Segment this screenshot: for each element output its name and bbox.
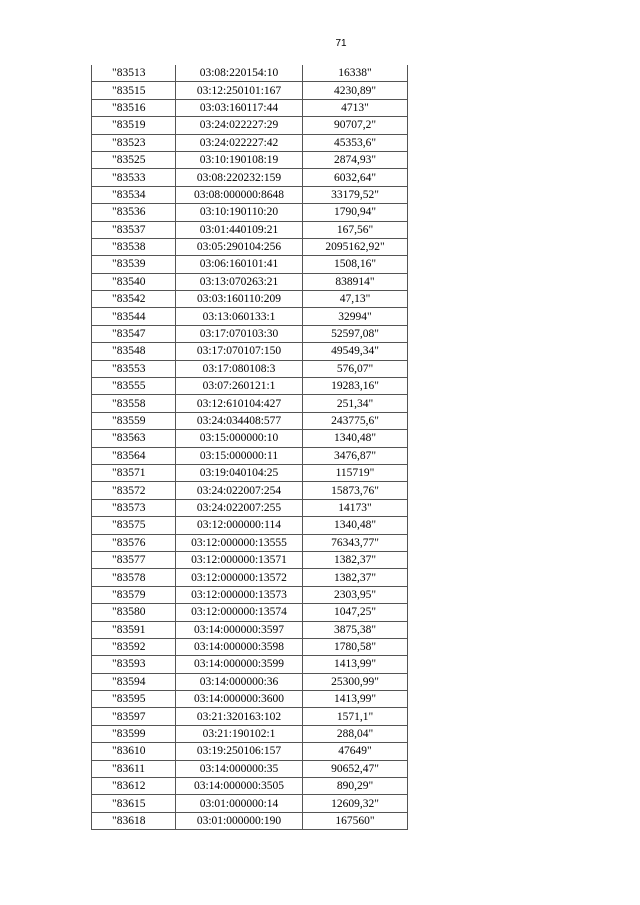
record-number-cell: "83580 [92, 604, 176, 621]
cadastral-number-cell: 03:07:260121:1 [176, 378, 303, 395]
value-cell: 15873,76" [303, 482, 408, 499]
value-cell: 32994" [303, 308, 408, 325]
table-row [92, 378, 408, 395]
value-cell: 167560" [303, 812, 408, 829]
table-row [92, 482, 408, 499]
table-row [92, 464, 408, 481]
table-row [92, 551, 408, 568]
cadastral-number-cell: 03:12:000000:13571 [176, 551, 303, 568]
cadastral-number-cell: 03:24:034408:577 [176, 412, 303, 429]
table-row [92, 691, 408, 708]
record-number-cell: "83611 [92, 760, 176, 777]
value-cell: 3476,87" [303, 447, 408, 464]
value-cell: 1047,25" [303, 604, 408, 621]
value-cell: 12609,32" [303, 795, 408, 812]
table-row [92, 65, 408, 82]
record-number-cell: "83612 [92, 778, 176, 795]
cadastral-number-cell: 03:14:000000:35 [176, 760, 303, 777]
cadastral-number-cell: 03:14:000000:3505 [176, 778, 303, 795]
value-cell: 3875,38" [303, 621, 408, 638]
value-cell: 251,34" [303, 395, 408, 412]
record-number-cell: "83523 [92, 134, 176, 151]
cadastral-number-cell: 03:15:000000:10 [176, 430, 303, 447]
value-cell: 1382,37" [303, 569, 408, 586]
cadastral-number-cell: 03:03:160117:44 [176, 99, 303, 116]
value-cell: 14173" [303, 499, 408, 516]
value-cell: 1382,37" [303, 551, 408, 568]
value-cell: 19283,16" [303, 378, 408, 395]
cadastral-number-cell: 03:24:022007:255 [176, 499, 303, 516]
table-row [92, 708, 408, 725]
cadastral-number-cell: 03:10:190110:20 [176, 204, 303, 221]
table-row [92, 117, 408, 134]
cadastral-number-cell: 03:10:190108:19 [176, 151, 303, 168]
cadastral-number-cell: 03:14:000000:3598 [176, 638, 303, 655]
table-row [92, 499, 408, 516]
cadastral-number-cell: 03:12:000000:13573 [176, 586, 303, 603]
cadastral-number-cell: 03:14:000000:3599 [176, 656, 303, 673]
cadastral-number-cell: 03:21:190102:1 [176, 725, 303, 742]
record-number-cell: "83597 [92, 708, 176, 725]
value-cell: 1340,48" [303, 430, 408, 447]
table-row [92, 238, 408, 255]
cadastral-number-cell: 03:17:070107:150 [176, 343, 303, 360]
cadastral-number-cell: 03:14:000000:3597 [176, 621, 303, 638]
table-row [92, 812, 408, 829]
record-number-cell: "83572 [92, 482, 176, 499]
cadastral-number-cell: 03:12:610104:427 [176, 395, 303, 412]
value-cell: 4713" [303, 99, 408, 116]
record-number-cell: "83599 [92, 725, 176, 742]
table-row [92, 395, 408, 412]
record-number-cell: "83564 [92, 447, 176, 464]
record-number-cell: "83578 [92, 569, 176, 586]
value-cell: 1790,94" [303, 204, 408, 221]
value-cell: 1413,99" [303, 656, 408, 673]
record-number-cell: "83540 [92, 273, 176, 290]
value-cell: 33179,52" [303, 186, 408, 203]
value-cell: 1571,1" [303, 708, 408, 725]
value-cell: 838914" [303, 273, 408, 290]
value-cell: 2095162,92" [303, 238, 408, 255]
record-number-cell: "83515 [92, 82, 176, 99]
value-cell: 1413,99" [303, 691, 408, 708]
table-row [92, 204, 408, 221]
record-number-cell: "83513 [92, 65, 176, 82]
cadastral-number-cell: 03:01:440109:21 [176, 221, 303, 238]
cadastral-number-cell: 03:12:000000:13572 [176, 569, 303, 586]
cadastral-number-cell: 03:15:000000:11 [176, 447, 303, 464]
table-row [92, 151, 408, 168]
table-row [92, 743, 408, 760]
record-number-cell: "83579 [92, 586, 176, 603]
cadastral-number-cell: 03:17:080108:3 [176, 360, 303, 377]
record-number-cell: "83558 [92, 395, 176, 412]
record-number-cell: "83544 [92, 308, 176, 325]
value-cell: 1340,48" [303, 517, 408, 534]
table-row [92, 517, 408, 534]
value-cell: 47,13" [303, 291, 408, 308]
value-cell: 76343,77" [303, 534, 408, 551]
table-row [92, 569, 408, 586]
record-number-cell: "83548 [92, 343, 176, 360]
cadastral-number-cell: 03:24:022227:42 [176, 134, 303, 151]
cadastral-number-cell: 03:01:000000:14 [176, 795, 303, 812]
record-number-cell: "83519 [92, 117, 176, 134]
record-number-cell: "83594 [92, 673, 176, 690]
value-cell: 47649" [303, 743, 408, 760]
cadastral-number-cell: 03:12:000000:13555 [176, 534, 303, 551]
record-number-cell: "83615 [92, 795, 176, 812]
table-row [92, 604, 408, 621]
record-number-cell: "83577 [92, 551, 176, 568]
value-cell: 576,07" [303, 360, 408, 377]
record-number-cell: "83539 [92, 256, 176, 273]
record-number-cell: "83555 [92, 378, 176, 395]
cadastral-number-cell: 03:08:220232:159 [176, 169, 303, 186]
record-number-cell: "83618 [92, 812, 176, 829]
value-cell: 2303,95" [303, 586, 408, 603]
cadastral-number-cell: 03:19:040104:25 [176, 464, 303, 481]
table-row [92, 621, 408, 638]
table-row [92, 82, 408, 99]
table-row [92, 534, 408, 551]
value-cell: 90652,47" [303, 760, 408, 777]
cadastral-number-cell: 03:12:000000:114 [176, 517, 303, 534]
table-row [92, 99, 408, 116]
record-number-cell: "83538 [92, 238, 176, 255]
cadastral-number-cell: 03:14:000000:36 [176, 673, 303, 690]
table-row [92, 256, 408, 273]
table-row [92, 673, 408, 690]
value-cell: 890,29" [303, 778, 408, 795]
record-number-cell: "83559 [92, 412, 176, 429]
value-cell: 16338" [303, 65, 408, 82]
record-number-cell: "83592 [92, 638, 176, 655]
record-number-cell: "83573 [92, 499, 176, 516]
record-number-cell: "83595 [92, 691, 176, 708]
table-row [92, 134, 408, 151]
cadastral-number-cell: 03:08:000000:8648 [176, 186, 303, 203]
cadastral-number-cell: 03:12:000000:13574 [176, 604, 303, 621]
records-table-body [92, 65, 408, 830]
cadastral-number-cell: 03:01:000000:190 [176, 812, 303, 829]
table-row [92, 725, 408, 742]
cadastral-number-cell: 03:14:000000:3600 [176, 691, 303, 708]
table-row [92, 656, 408, 673]
record-number-cell: "83536 [92, 204, 176, 221]
record-number-cell: "83537 [92, 221, 176, 238]
cadastral-number-cell: 03:13:060133:1 [176, 308, 303, 325]
cadastral-number-cell: 03:08:220154:10 [176, 65, 303, 82]
value-cell: 25300,99" [303, 673, 408, 690]
table-row [92, 291, 408, 308]
record-number-cell: "83575 [92, 517, 176, 534]
table-row [92, 308, 408, 325]
value-cell: 49549,34" [303, 343, 408, 360]
records-table [91, 65, 408, 830]
cadastral-number-cell: 03:06:160101:41 [176, 256, 303, 273]
record-number-cell: "83563 [92, 430, 176, 447]
value-cell: 52597,08" [303, 325, 408, 342]
table-row [92, 795, 408, 812]
record-number-cell: "83591 [92, 621, 176, 638]
record-number-cell: "83525 [92, 151, 176, 168]
cadastral-number-cell: 03:19:250106:157 [176, 743, 303, 760]
value-cell: 243775,6" [303, 412, 408, 429]
record-number-cell: "83610 [92, 743, 176, 760]
value-cell: 2874,93" [303, 151, 408, 168]
table-row [92, 273, 408, 290]
table-row [92, 186, 408, 203]
table-row [92, 325, 408, 342]
table-row [92, 430, 408, 447]
table-row [92, 778, 408, 795]
record-number-cell: "83516 [92, 99, 176, 116]
value-cell: 1508,16" [303, 256, 408, 273]
table-row [92, 360, 408, 377]
record-number-cell: "83542 [92, 291, 176, 308]
page-number: 71 [335, 38, 347, 49]
record-number-cell: "83593 [92, 656, 176, 673]
record-number-cell: "83576 [92, 534, 176, 551]
value-cell: 6032,64" [303, 169, 408, 186]
value-cell: 1780,58" [303, 638, 408, 655]
value-cell: 167,56" [303, 221, 408, 238]
value-cell: 90707,2" [303, 117, 408, 134]
cadastral-number-cell: 03:17:070103:30 [176, 325, 303, 342]
value-cell: 45353,6" [303, 134, 408, 151]
cadastral-number-cell: 03:05:290104:256 [176, 238, 303, 255]
record-number-cell: "83553 [92, 360, 176, 377]
table-row [92, 760, 408, 777]
table-row [92, 343, 408, 360]
cadastral-number-cell: 03:12:250101:167 [176, 82, 303, 99]
record-number-cell: "83571 [92, 464, 176, 481]
cadastral-number-cell: 03:03:160110:209 [176, 291, 303, 308]
value-cell: 4230,89" [303, 82, 408, 99]
table-row [92, 412, 408, 429]
record-number-cell: "83534 [92, 186, 176, 203]
cadastral-number-cell: 03:21:320163:102 [176, 708, 303, 725]
cadastral-number-cell: 03:24:022227:29 [176, 117, 303, 134]
value-cell: 115719" [303, 464, 408, 481]
table-row [92, 447, 408, 464]
table-row [92, 221, 408, 238]
record-number-cell: "83547 [92, 325, 176, 342]
cadastral-number-cell: 03:24:022007:254 [176, 482, 303, 499]
value-cell: 288,04" [303, 725, 408, 742]
cadastral-number-cell: 03:13:070263:21 [176, 273, 303, 290]
record-number-cell: "83533 [92, 169, 176, 186]
table-row [92, 586, 408, 603]
table-row [92, 169, 408, 186]
table-row [92, 638, 408, 655]
